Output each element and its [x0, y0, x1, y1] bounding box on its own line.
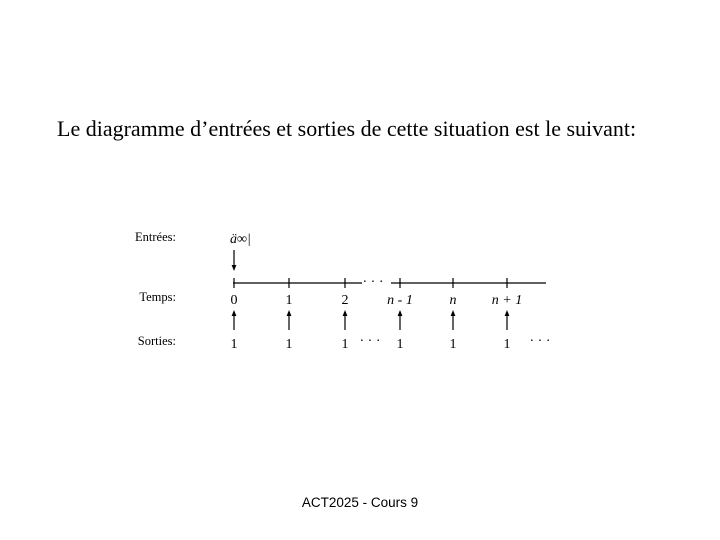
timeline-ellipsis: · · ·: [362, 275, 384, 290]
inputs-row-label: Entrées:: [135, 230, 176, 244]
output-value-n: 1: [449, 337, 457, 352]
intro-text: Le diagramme d’entrées et sorties de cette situation est le suivant:: [57, 116, 637, 141]
output-value-0: 1: [230, 337, 238, 352]
time-tick-label-1: 1: [285, 293, 293, 308]
output-value-2: 1: [341, 337, 349, 352]
output-ellipsis-end: · · ·: [529, 334, 551, 349]
output-ellipsis-mid: · · ·: [359, 334, 381, 349]
output-value-n+1: 1: [503, 337, 511, 352]
output-arrows: [234, 313, 507, 330]
outputs-row-label: Sorties:: [137, 334, 176, 348]
output-value-n-1: 1: [396, 337, 404, 352]
time-row-label: Temps:: [139, 290, 176, 304]
output-value-1: 1: [285, 337, 293, 352]
time-tick-label-n-1: n - 1: [387, 293, 413, 308]
time-tick-label-n+1: n + 1: [491, 293, 523, 308]
slide-footer: ACT2025 - Cours 9: [301, 495, 419, 510]
input-annuity-symbol: ä∞|: [230, 232, 251, 247]
time-tick-label-n: n: [449, 293, 457, 308]
time-tick-label-2: 2: [341, 293, 349, 308]
time-tick-label-0: 0: [230, 293, 238, 308]
